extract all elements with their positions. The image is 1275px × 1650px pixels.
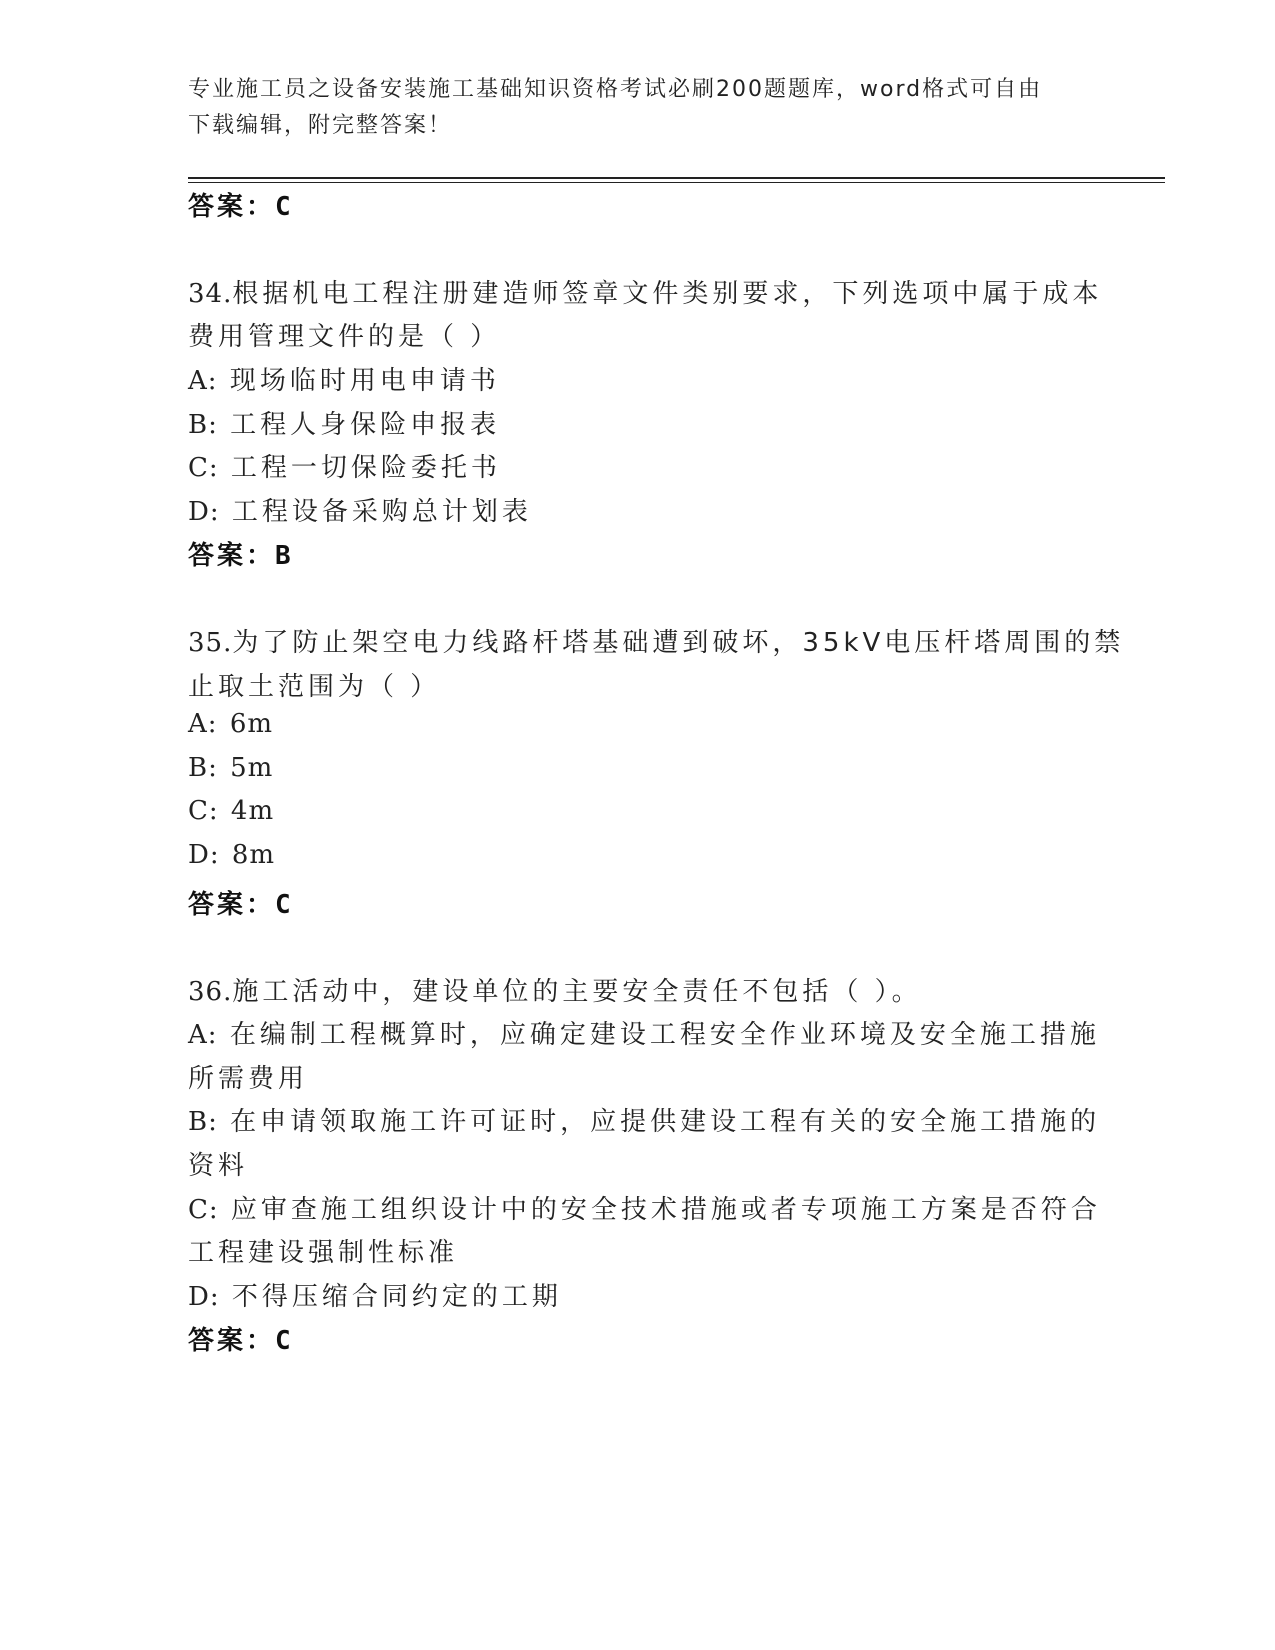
question-36-option-c-line-2: 工程建设强制性标准 bbox=[188, 1238, 459, 1268]
question-34-line-1 bbox=[188, 273, 1102, 310]
answer-label: 答案： bbox=[188, 1326, 276, 1356]
question-36-option-a-line-1 bbox=[188, 1014, 1100, 1051]
question-34-answer bbox=[188, 535, 294, 572]
question-number: 34. bbox=[188, 279, 233, 309]
option-key: D: bbox=[188, 840, 220, 870]
option-text: 工程一切保险委托书 bbox=[230, 453, 501, 483]
document-header bbox=[188, 72, 1088, 144]
question-36-option-b-line-2: 资料 bbox=[188, 1151, 249, 1181]
option-key: B: bbox=[188, 1107, 218, 1137]
question-34-option-d bbox=[188, 491, 532, 528]
answer-value: C bbox=[275, 890, 294, 920]
question-34-option-c bbox=[188, 447, 501, 484]
question-34-option-a bbox=[188, 360, 500, 397]
option-key: C: bbox=[188, 453, 219, 483]
answer-prev bbox=[188, 186, 294, 223]
question-35-option-a bbox=[188, 709, 273, 739]
answer-label: 答案： bbox=[188, 192, 276, 222]
header-rule-thin bbox=[188, 182, 1165, 183]
answer-label: 答案： bbox=[188, 890, 276, 920]
answer-value: B bbox=[275, 541, 294, 571]
question-text: 为了防止架空电力线路杆塔基础遭到破坏，35kV电压杆塔周围的禁 bbox=[232, 628, 1125, 658]
question-number: 36. bbox=[188, 977, 233, 1007]
option-key: B: bbox=[188, 410, 218, 440]
question-35-line-2: 止取土范围为（ ） bbox=[188, 672, 441, 702]
option-text: 5m bbox=[230, 753, 274, 783]
question-36-option-c-line-1 bbox=[188, 1189, 1101, 1226]
question-text: 施工活动中，建设单位的主要安全责任不包括（ ）。 bbox=[232, 977, 922, 1007]
option-text: 8m bbox=[231, 840, 276, 870]
question-35-line-1 bbox=[188, 622, 1124, 659]
question-text: 根据机电工程注册建造师签章文件类别要求，下列选项中属于成本 bbox=[232, 279, 1103, 309]
question-35-answer bbox=[188, 884, 294, 921]
header-line-1: 专业施工员之设备安装施工基础知识资格考试必刷200题题库，word格式可自由 bbox=[188, 77, 1043, 102]
option-key: C: bbox=[188, 1195, 219, 1225]
answer-label: 答案： bbox=[188, 541, 276, 571]
question-36-option-b-line-1 bbox=[188, 1101, 1100, 1138]
question-36-option-d bbox=[188, 1276, 562, 1313]
option-text: 现场临时用电申请书 bbox=[229, 366, 500, 396]
question-36-option-a-line-2: 所需费用 bbox=[188, 1064, 309, 1094]
option-text: 在编制工程概算时，应确定建设工程安全作业环境及安全施工措施 bbox=[229, 1020, 1100, 1050]
question-35-option-b bbox=[188, 753, 273, 783]
option-text: 4m bbox=[230, 796, 275, 826]
header-rule-thick bbox=[188, 177, 1165, 179]
option-key: A: bbox=[188, 709, 218, 739]
question-35-option-d bbox=[188, 840, 275, 870]
option-key: B: bbox=[188, 753, 218, 783]
question-34-line-2: 费用管理文件的是（ ） bbox=[188, 322, 501, 352]
answer-value: C bbox=[275, 1326, 294, 1356]
option-text: 应审查施工组织设计中的安全技术措施或者专项施工方案是否符合 bbox=[230, 1195, 1101, 1225]
question-36-answer bbox=[188, 1320, 294, 1357]
option-text: 不得压缩合同约定的工期 bbox=[231, 1282, 562, 1312]
option-key: A: bbox=[188, 1020, 218, 1050]
option-key: C: bbox=[188, 796, 219, 826]
header-line-2: 下载编辑，附完整答案！ bbox=[188, 113, 453, 138]
option-key: D: bbox=[188, 1282, 220, 1312]
question-35-option-c bbox=[188, 796, 274, 826]
option-text: 6m bbox=[229, 709, 274, 739]
question-34-option-b bbox=[188, 404, 500, 441]
option-text: 工程人身保险申报表 bbox=[230, 410, 501, 440]
option-key: A: bbox=[188, 366, 218, 396]
question-number: 35. bbox=[188, 628, 233, 658]
option-text: 在申请领取施工许可证时，应提供建设工程有关的安全施工措施的 bbox=[230, 1107, 1101, 1137]
answer-value: C bbox=[275, 192, 294, 222]
option-text: 工程设备采购总计划表 bbox=[231, 497, 532, 527]
option-key: D: bbox=[188, 497, 220, 527]
question-36-line-1 bbox=[188, 971, 922, 1008]
